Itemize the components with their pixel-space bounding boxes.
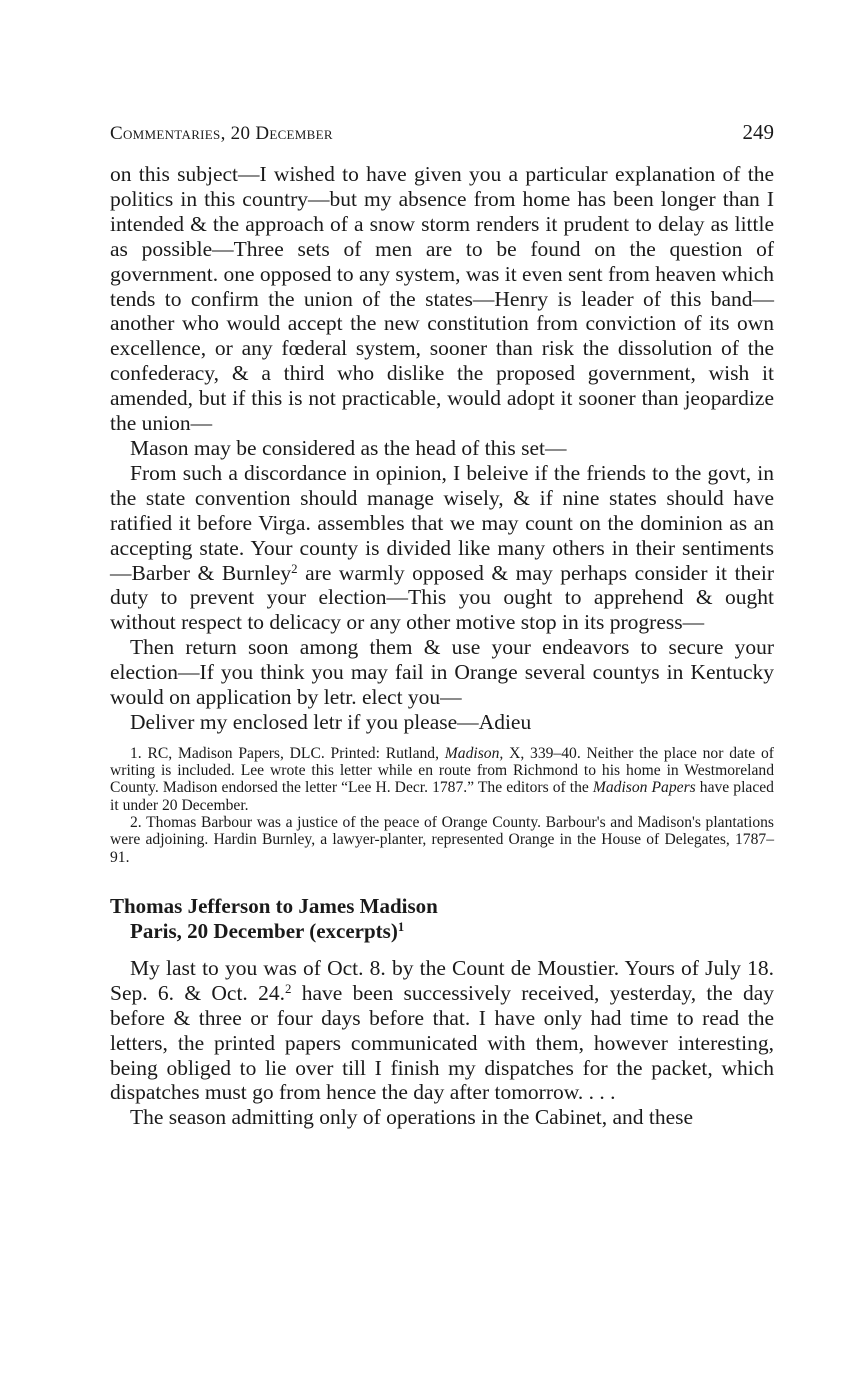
running-head — [110, 120, 774, 148]
footnote-ref: 2 — [291, 561, 298, 576]
paragraph: Then return soon among them & use your endeavors to secure your election—If you think you may fail in Orange several countys in Kentucky would on application by letr. elect you— — [110, 635, 774, 710]
paragraph: on this subject—I wished to have given you a particular explanation of the politics in this country—but my absence from home has been longer than I intended & the approach of a snow storm renders it prudent to delay as little as possible—Three sets of men are to be found on the question of government. one opposed to any system, was it even sent from heaven which tends to confirm the union of the states—Henry is leader of this band—another who would accept the new constitution from conviction of its own excellence, or any fœderal system, sooner than risk the dissolution of the confederacy, & a third who dislike the proposed government, wish it amended, but if this is not practicable, would adopt it sooner than jeopardize the union— — [110, 162, 774, 436]
paragraph — [110, 956, 774, 1105]
letter-body-jefferson — [110, 956, 774, 1130]
heading-subtitle — [110, 919, 774, 944]
paragraph: Deliver my enclosed letr if you please—Adieu — [130, 709, 532, 734]
paragraph-text: My last to you was of Oct. 8. by the Count de Moustier. Yours of July 18. Sep. 6. & Oct. 24. — [110, 955, 774, 1005]
paragraph-text: From such a discordance in opinion, I beleive if the friends to the govt, in the state convention should manage wisely, & if nine states should have ratified it before Virga. assembles that we may count on the dominion as an accepting state. Your county is divided like many others in their sentiments—Barber & Burnley — [110, 460, 774, 585]
paragraph-text: are warmly opposed & may perhaps consider it their duty to prevent your election—This you ought to apprehend & ought without respect to delicacy or any other motive stop in its progress— — [110, 560, 774, 635]
footnote-ref: 1 — [397, 920, 405, 934]
footnote-text: have placed it under 20 December. — [110, 779, 774, 814]
footnote-italic: Madison Papers — [592, 779, 696, 797]
paragraph — [110, 461, 774, 635]
footnote-ref: 2 — [284, 981, 292, 996]
footnotes — [110, 745, 774, 866]
footnote-text: X, 339–40. Neither the place nor date of writing is included. Lee wrote this letter while en route from Richmond to his home in Westmoreland County. Madison endorsed the letter “Lee H. Decr. 1787.” The editors of the — [110, 744, 774, 797]
heading-title: Thomas Jefferson to James Madison — [110, 893, 438, 918]
footnote-italic: Madison, — [444, 744, 504, 762]
paragraph: The season admitting only of operations in the Cabinet, and these — [130, 1105, 694, 1130]
footnote-1 — [110, 745, 774, 814]
letter-body-lee — [110, 162, 774, 735]
paragraph-text: have been successively received, yesterday, the day before & three or four days before that. I have only had time to read the letters, the printed papers communicated with them, however interesting, being obliged to lie over till I finish my dispatches for the packet, which dispatches must go from hence the day after tomorrow. . . . — [110, 980, 774, 1105]
running-head-title: Commentaries, 20 December — [110, 123, 333, 144]
footnote-2: 2. Thomas Barbour was a justice of the peace of Orange County. Barbour's and Madison's plantations were adjoining. Hardin Burnley, a lawyer-planter, represented Orange in the House of Delegates, 1787–91. — [110, 814, 774, 866]
footnote-text: 1. RC, Madison Papers, DLC. Printed: Rutland, — [130, 744, 445, 762]
heading-subtitle-text: Paris, 20 December (excerpts) — [130, 918, 398, 943]
page-number: 249 — [742, 120, 774, 144]
document-heading — [110, 894, 774, 944]
paragraph: Mason may be considered as the head of this set— — [130, 435, 567, 460]
book-page — [110, 120, 774, 1130]
